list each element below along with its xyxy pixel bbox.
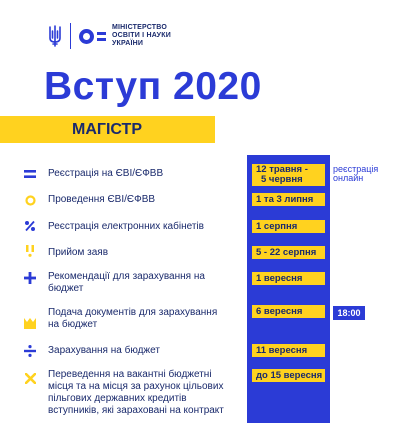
date-exams: 1 та 3 липня: [252, 193, 325, 206]
recommendations-line-2: бюджет: [48, 283, 84, 294]
date-registration-line-2: 5 червня: [261, 174, 303, 185]
plus-icon: [22, 270, 38, 286]
row-label-transfer: [48, 369, 224, 417]
date-documents: 6 вересня: [252, 305, 325, 318]
documents-line-2: на бюджет: [48, 319, 98, 330]
equals-icon: [22, 166, 38, 182]
circle-icon: [22, 192, 38, 208]
recommendations-line-1: Рекомендації для зарахування на: [48, 271, 205, 282]
exclamation-icon: [22, 243, 38, 259]
ministry-header: [48, 22, 171, 50]
row-label-recommendations: [48, 271, 205, 295]
date-applications: 5 - 22 серпня: [252, 246, 325, 259]
online-registration-note: [333, 165, 378, 183]
cross-icon: [22, 370, 38, 386]
transfer-line-4: вступників, які зараховані на контракт: [48, 405, 224, 416]
trident-icon: [48, 25, 62, 47]
percent-icon: [22, 218, 38, 234]
divide-icon: [22, 343, 38, 359]
row-label-cabinets: Реєстрація електронних кабінетів: [48, 221, 204, 232]
header-divider: [70, 23, 71, 49]
transfer-line-3: пільгових державних кредитів: [48, 393, 187, 404]
page-title: Вступ 2020: [44, 65, 262, 108]
date-transfer: до 15 вересня: [252, 369, 325, 382]
date-recommendations: 1 вересня: [252, 272, 325, 285]
crown-icon: [22, 315, 38, 331]
row-label-exams: Проведення ЄВІ/ЄФВВ: [48, 194, 156, 205]
ministry-line-1: МІНІСТЕРСТВО: [112, 24, 167, 31]
mon-logo-icon: [79, 29, 106, 44]
row-label-enrollment: Зарахування на бюджет: [48, 345, 160, 356]
degree-badge-text: МАГІСТР: [72, 121, 142, 138]
ministry-line-2: ОСВІТИ І НАУКИ: [112, 32, 171, 39]
documents-line-1: Подача документів для зарахування: [48, 307, 218, 318]
transfer-line-1: Переведення на вакантні бюджетні: [48, 369, 212, 380]
date-registration-line-1: 12 травня -: [256, 164, 308, 175]
date-registration: [252, 164, 325, 186]
note-line-2: онлайн: [333, 173, 364, 183]
ministry-line-3: УКРАЇНИ: [112, 40, 144, 47]
date-cabinets: 1 серпня: [252, 220, 325, 233]
note-line-1: реєстрація: [333, 164, 379, 174]
row-label-documents: [48, 307, 217, 331]
ministry-name: [112, 24, 171, 48]
date-enrollment: 11 вересня: [252, 344, 325, 357]
row-label-applications: Прийом заяв: [48, 247, 109, 258]
row-label-registration: Реєстрація на ЄВІ/ЄФВВ: [48, 168, 164, 179]
transfer-line-2: місця та на місця за рахунок цільових: [48, 381, 224, 392]
time-badge: 18:00: [333, 306, 365, 320]
